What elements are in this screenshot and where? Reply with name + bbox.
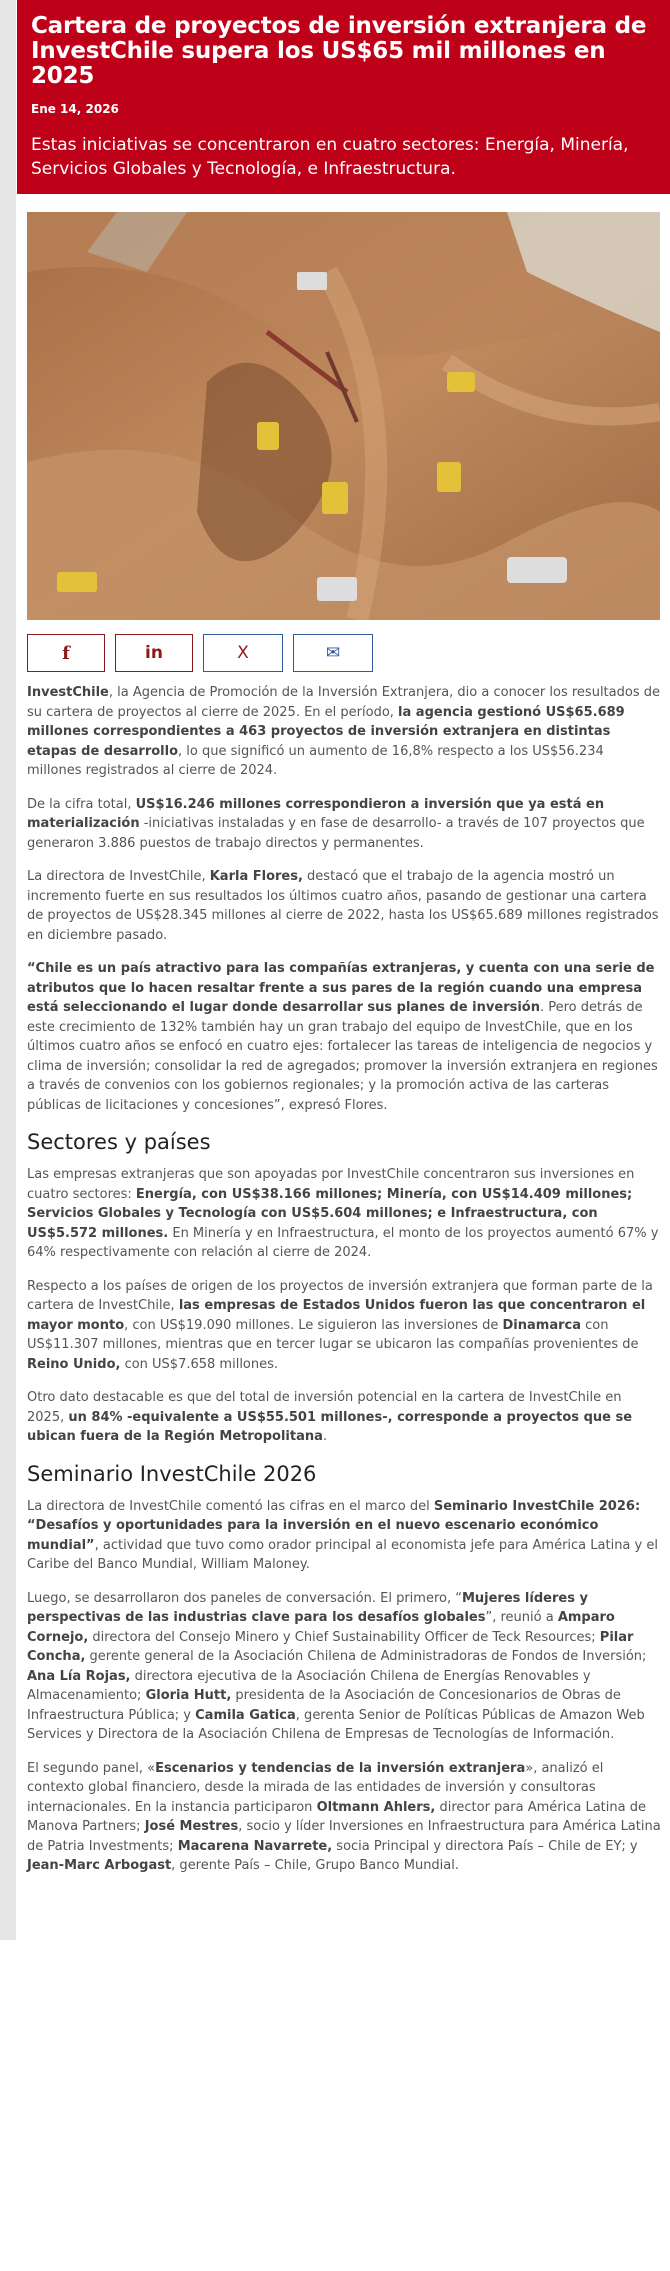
paragraph: InvestChile, la Agencia de Promoción de la Inversión Extranjera, dio a conocer los resultados de su cartera de proyectos al cierre de 2025. En el período, la agencia gestionó US$65.689 millones correspondientes a 463 proyectos de inversión extranjera en distintas etapas de desarrollo, lo que significó un aumento de 16,8% respecto a los US$56.234 millones registrados al cierre de 2024. [27, 685, 660, 778]
paragraph: De la cifra total, US$16.246 millones correspondieron a inversión que ya está en materialización -iniciativas instaladas y en fase de desarrollo- a través de 107 proyectos que generaron 3.886 puestos de trabajo directos y permanentes. [27, 796, 645, 851]
section-heading-sectores: Sectores y países [27, 1130, 211, 1154]
paragraph: Luego, se desarrollaron dos paneles de conversación. El primero, “Mujeres líderes y perspectivas de las industrias clave para los desafíos globales”, reunió a Amparo Cornejo, directora del Consejo Minero y Chief Sustainability Officer de Teck Resources; Pilar Concha, gerente general de la Asociación Chilena de Administradoras de Fondos de Inversión; Ana Lía Rojas, directora ejecutiva de la Asociación Chilena de Energías Renovables y Almacenamiento; Gloria Hutt, presidenta de la Asociación de Concesionarios de Obras de Infraestructura Pública; y Camila Gatica, gerenta Senior de Políticas Públicas de Amazon Web Services y Directora de la Asociación Chilena de Empresas de Tecnologías de Información. [27, 1590, 647, 1742]
paragraph: El segundo panel, «Escenarios y tendencias de la inversión extranjera», analizó el contexto global financiero, desde la mirada de las entidades de inversión y consultoras internacionales. En la instancia participaron Oltmann Ahlers, director para América Latina de Manova Partners; José Mestres, socio y líder Inversiones en Infraestructura para América Latina de Patria Investments; Macarena Navarrete, socia Principal y directora País – Chile de EY; y Jean-Marc Arbogast, gerente País – Chile, Grupo Banco Mundial. [27, 1760, 661, 1873]
share-linkedin-button[interactable] [115, 634, 193, 672]
paragraph: La directora de InvestChile comentó las cifras en el marco del Seminario InvestChile 2026: “Desafíos y oportunidades para la inversión en el nuevo escenario económico mundial”, actividad que tuvo como orador principal al economista jefe para América Latina y el Caribe del Banco Mundial, William Maloney. [27, 1498, 658, 1572]
x-icon: X [237, 643, 249, 663]
share-email-button[interactable] [293, 634, 373, 672]
article-body [27, 683, 662, 1890]
paragraph: La directora de InvestChile, Karla Flores, destacó que el trabajo de la agencia mostró un incremento fuerte en sus resultados los últimos cuatro años, pasando de gestionar una cartera de proyectos de US$28.345 millones al cierre de 2022, hasta los US$65.689 millones registrados en diciembre pasado. [27, 869, 659, 943]
article-header [17, 0, 670, 194]
share-x-button[interactable] [203, 634, 283, 672]
email-icon: ✉ [325, 643, 341, 663]
section-heading-seminario: Seminario InvestChile 2026 [27, 1461, 317, 1486]
share-facebook-button[interactable] [27, 634, 105, 672]
article-title: Cartera de proyectos de inversión extranjera de InvestChile supera los US$65 mil millones en 2025 [31, 13, 647, 89]
paragraph: Otro dato destacable es que del total de inversión potencial en la cartera de InvestChile en 2025, un 84% -equivalente a US$55.501 millones-, corresponde a proyectos que se ubican fuera de la Región Metropolitana. [27, 1390, 633, 1444]
linkedin-icon: in [145, 643, 163, 663]
article-photo [27, 212, 660, 620]
paragraph: Respecto a los países de origen de los proyectos de inversión extranjera que forman parte de la cartera de InvestChile, las empresas de Estados Unidos fueron las que concentraron el mayor monto, con US$19.090 millones. Le siguieron las inversiones de Dinamarca con US$11.307 millones, mientras que en tercer lugar se ubicaron las compañías provenientes de Reino Unido, con US$7.658 millones. [27, 1278, 653, 1372]
facebook-icon: f [62, 642, 70, 664]
article-lead: Estas iniciativas se concentraron en cuatro sectores: Energía, Minería, Servicios Globales y Tecnología, e Infraestructura. [31, 135, 629, 179]
left-gutter [0, 0, 16, 1940]
share-bar [27, 634, 373, 672]
article-date: Ene 14, 2026 [31, 102, 119, 116]
paragraph: Las empresas extranjeras que son apoyadas por InvestChile concentraron sus inversiones en cuatro sectores: Energía, con US$38.166 millones; Minería, con US$14.409 millones; Servicios Globales y Tecnología con US$5.604 millones; e Infraestructura, con US$5.572 millones. En Minería y en Infraestructura, el monto de los proyectos aumentó 67% y 64% respectivamente con relación al cierre de 2024. [27, 1167, 659, 1260]
paragraph: “Chile es un país atractivo para las compañías extranjeras, y cuenta con una serie de atributos que lo hacen resaltar frente a sus pares de la región cuando una empresa está seleccionando el lugar donde desarrollar sus planes de inversión. Pero detrás de este crecimiento de 132% también hay un gran trabajo del equipo de InvestChile, que en los últimos cuatro años se enfocó en cuatro ejes: fortalecer las tareas de inteligencia de negocios y clima de inversión; consolidar la red de agregados; promover la inversión extranjera en regiones a través de convenios con los gobiernos regionales; y la promoción activa de las carteras públicas de licitaciones y concesiones”, expresó Flores. [27, 961, 658, 1113]
